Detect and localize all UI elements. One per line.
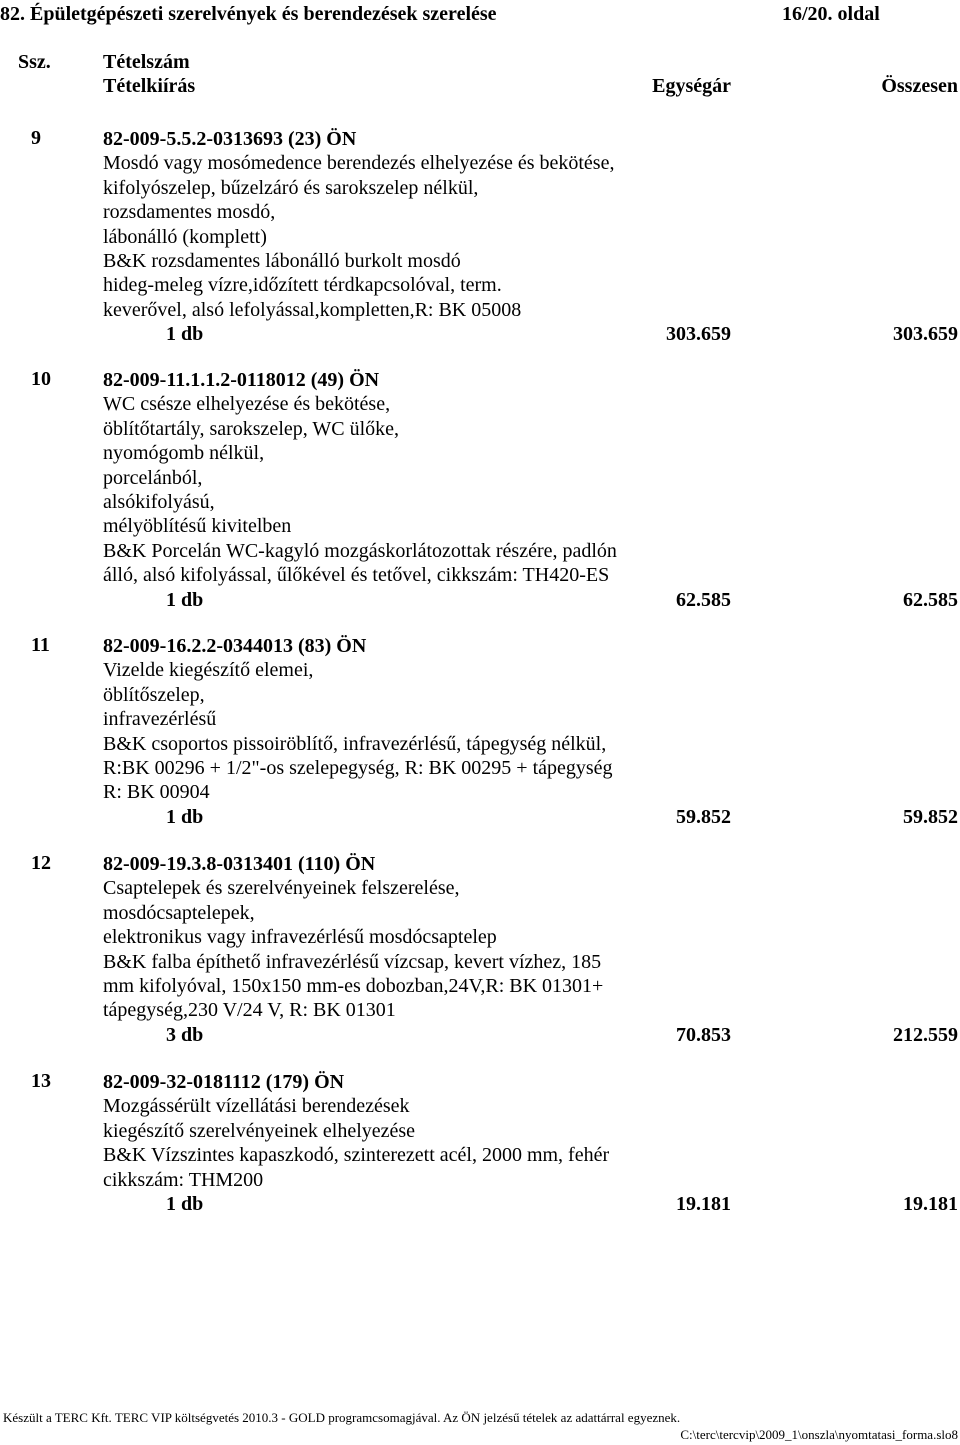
- item-description: [103, 1094, 703, 1192]
- column-osszesen: Összesen: [881, 75, 958, 97]
- item-description-line: mélyöblítésű kivitelben: [103, 515, 292, 538]
- item-number: 13: [31, 1070, 51, 1092]
- item-description-line: B&K rozsdamentes lábonálló burkolt mosdó: [103, 250, 461, 273]
- item-description-line: R: BK 00904: [103, 781, 210, 804]
- item-code: 82-009-16.2.2-0344013 (83) ÖN: [103, 635, 367, 657]
- item-description-line: mm kifolyóval, 150x150 mm-es dobozban,24V,R: BK 01301+: [103, 975, 604, 998]
- item-quantity: 1 db: [166, 323, 204, 346]
- item-description-line: nyomógomb nélkül,: [103, 442, 265, 465]
- item-number: 9: [31, 127, 41, 149]
- item-number: 10: [31, 368, 51, 390]
- item-code: 82-009-32-0181112 (179) ÖN: [103, 1071, 345, 1093]
- item-description-line: öblítőtartály, sarokszelep, WC ülőke,: [103, 417, 400, 440]
- item-body: [103, 634, 703, 805]
- item-unit-price: 70.853: [676, 1023, 731, 1046]
- item-description-line: infravezérlésű: [103, 708, 217, 731]
- item-quantity: 1 db: [166, 805, 204, 828]
- item-body: [103, 127, 703, 322]
- item-total: 303.659: [893, 323, 958, 346]
- item-description-line: B&K Porcelán WC-kagyló mozgáskorlátozottak részére, padlón: [103, 539, 617, 562]
- item-total: 59.852: [903, 805, 958, 828]
- item-description-line: R:BK 00296 + 1/2"-os szelepegység, R: BK 00295 + tápegység: [103, 757, 613, 780]
- item-description-line: álló, alsó kifolyással, űlőkével és tetővel, cikkszám: TH420-ES: [103, 564, 610, 587]
- item-description-line: rozsdamentes mosdó,: [103, 201, 276, 224]
- item-description-line: Vizelde kiegészítő elemei,: [103, 659, 314, 682]
- item-description-line: öblítőszelep,: [103, 683, 205, 706]
- page-number: 16/20. oldal: [782, 3, 880, 25]
- item-number: 12: [31, 852, 51, 874]
- column-tetelszam: Tételszám: [103, 51, 190, 73]
- item-description-line: keverővel, alsó lefolyással,kompletten,R: BK 05008: [103, 298, 522, 321]
- item-description-line: tápegység,230 V/24 V, R: BK 01301: [103, 999, 396, 1022]
- item-code: 82-009-19.3.8-0313401 (110) ÖN: [103, 853, 376, 875]
- footer-file-path: C:\terc\tercvip\2009_1\onszla\nyomtatasi_forma.slo8: [680, 1427, 958, 1442]
- item-quantity: 1 db: [166, 588, 204, 611]
- item-code: 82-009-5.5.2-0313693 (23) ÖN: [103, 128, 357, 150]
- item-total: 19.181: [903, 1193, 958, 1215]
- item-description: [103, 392, 703, 587]
- item-unit-price: 303.659: [666, 323, 731, 346]
- item-description-line: B&K csoportos pissoiröblítő, infravezérlésű, tápegység nélkül,: [103, 732, 607, 755]
- item-body: [103, 1070, 703, 1192]
- item-description-line: mosdócsaptelepek,: [103, 901, 255, 924]
- item-description-line: lábonálló (komplett): [103, 225, 267, 248]
- item-unit-price: 62.585: [676, 588, 731, 611]
- item-description-line: alsókifolyású,: [103, 491, 215, 514]
- item-description-line: kiegészítő szerelvényeinek elhelyezése: [103, 1119, 416, 1142]
- item-description-line: Mozgássérült vízellátási berendezések: [103, 1095, 410, 1118]
- item-number: 11: [31, 634, 50, 656]
- item-total: 62.585: [903, 588, 958, 611]
- item-body: [103, 852, 703, 1023]
- item-description-line: kifolyószelep, bűzelzáró és sarokszelep nélkül,: [103, 176, 479, 199]
- item-unit-price: 19.181: [676, 1193, 731, 1215]
- item-unit-price: 59.852: [676, 805, 731, 828]
- item-description-line: Csaptelepek és szerelvényeinek felszerelése,: [103, 877, 460, 900]
- item-description-line: B&K Vízszintes kapaszkodó, szinterezett acél, 2000 mm, fehér: [103, 1144, 610, 1167]
- item-description-line: cikkszám: THM200: [103, 1168, 264, 1191]
- item-description-line: B&K falba építhető infravezérlésű vízcsap, kevert vízhez, 185: [103, 950, 602, 973]
- item-quantity: 3 db: [166, 1023, 204, 1046]
- document-title: 82. Épületgépészeti szerelvények és berendezések szerelése: [0, 3, 497, 25]
- column-tetelkiiras: Tételkiírás: [103, 75, 196, 97]
- item-body: [103, 368, 703, 588]
- column-egysegar: Egységár: [652, 75, 731, 97]
- item-description-line: WC csésze elhelyezése és bekötése,: [103, 393, 391, 416]
- footer-note: Készült a TERC Kft. TERC VIP költségvetés 2010.3 - GOLD programcsomagjával. Az ÖN jelzésű tételek az adattárral egyeznek.: [3, 1410, 681, 1425]
- item-description: [103, 876, 703, 1022]
- item-description: [103, 658, 703, 804]
- item-description: [103, 151, 703, 322]
- item-quantity: 1 db: [166, 1193, 204, 1215]
- item-description-line: Mosdó vagy mosómedence berendezés elhelyezése és bekötése,: [103, 152, 615, 175]
- item-code: 82-009-11.1.1.2-0118012 (49) ÖN: [103, 369, 380, 391]
- item-description-line: hideg-meleg vízre,időzített térdkapcsolóval, term.: [103, 274, 502, 297]
- column-ssz: Ssz.: [18, 51, 51, 73]
- item-description-line: elektronikus vagy infravezérlésű mosdócsaptelep: [103, 926, 497, 949]
- item-total: 212.559: [893, 1023, 958, 1046]
- item-description-line: porcelánból,: [103, 466, 203, 489]
